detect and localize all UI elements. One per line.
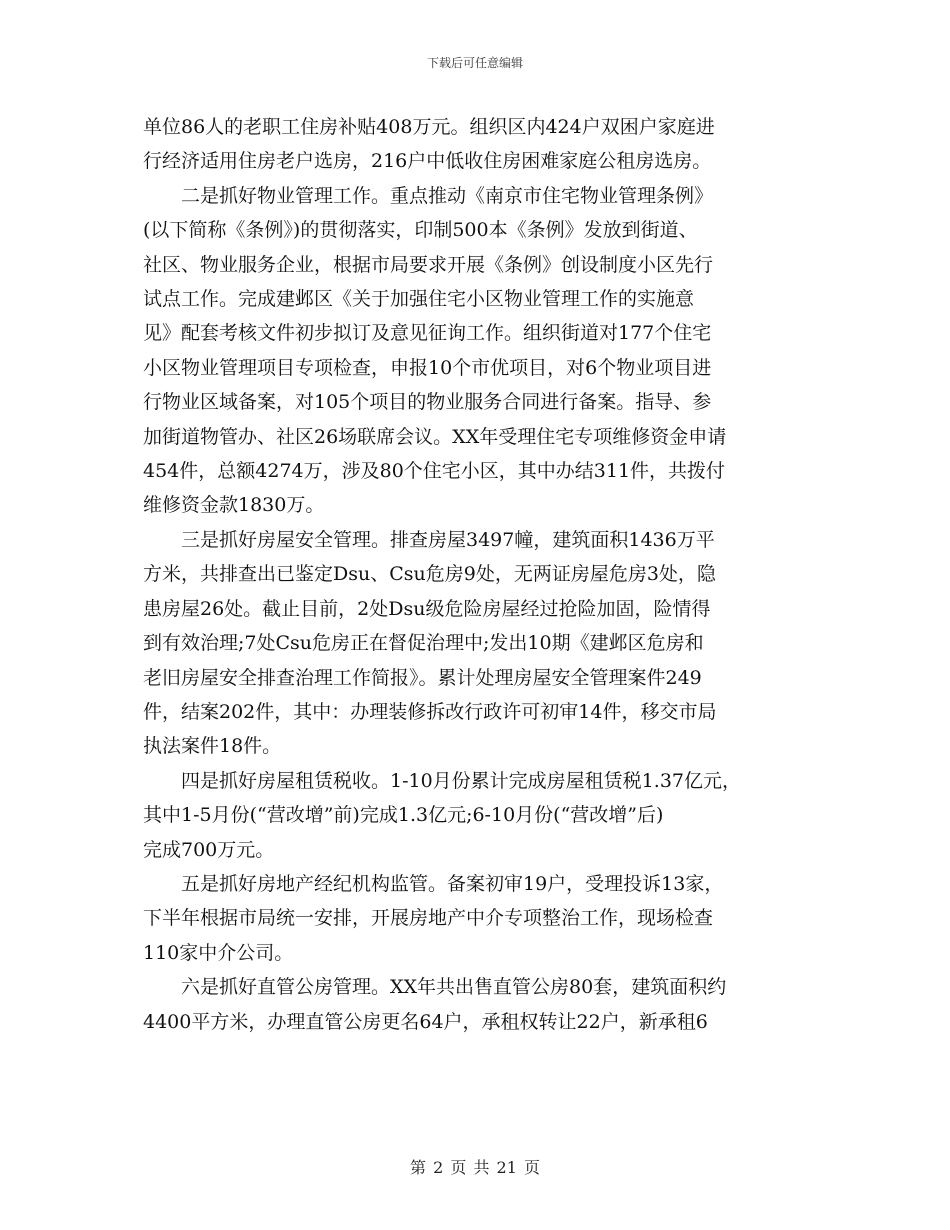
page-number-footer: 第 2 页 共 21 页: [410, 1158, 540, 1177]
paragraph: [143, 970, 803, 1039]
text-line: 执法案件18件。: [143, 735, 282, 758]
text-line: 其中1-5月份(“营改增”前)完成1.3亿元;6-10月份(“营改增”后): [143, 804, 664, 827]
text-line: 加街道物管办、社区26场联席会议。XX年受理住宅专项维修资金申请: [143, 425, 727, 448]
text-line: 试点工作。完成建邺区《关于加强住宅小区物业管理工作的实施意: [143, 288, 695, 311]
text-line: 小区物业管理项目专项检查，申报10个市优项目，对6个物业项目进: [143, 356, 712, 379]
text-line: 单位86人的老职工住房补贴408万元。组织区内424户双困户家庭进: [143, 116, 715, 138]
text-line: 下半年根据市局统一安排，开展房地产中介专项整治工作，现场检查: [143, 907, 714, 930]
text-line: 4400平方米，办理直管公房更名64户，承租权转让22户，新承租6: [143, 1010, 708, 1033]
paragraph: [143, 764, 803, 867]
paragraph: [143, 867, 803, 970]
text-line: 件，结案202件，其中：办理装修拆改行政许可初审14件，移交市局: [143, 700, 717, 723]
text-line: 老旧房屋安全排查治理工作简报》。累计处理房屋安全管理案件249: [143, 666, 702, 689]
text-line: 二是抓好物业管理工作。重点推动《南京市住宅物业管理条例》: [181, 184, 714, 207]
text-line: 见》配套考核文件初步拟订及意见征询工作。组织街道对177个住宅: [143, 322, 712, 345]
text-line: 110家中介公司。: [143, 941, 294, 964]
text-line: 四是抓好房屋租赁税收。1-10月份累计完成房屋租赁税1.37亿元，: [181, 769, 741, 792]
text-line: 维修资金款1830万。: [143, 494, 325, 517]
paragraph: [143, 523, 803, 764]
text-line: 到有效治理;7处Csu危房正在督促治理中;发出10期《建邺区危房和: [143, 632, 704, 655]
text-line: 454件，总额4274万，涉及80个住宅小区，其中办结311件，共拨付: [143, 460, 726, 483]
document-body: [143, 110, 803, 1039]
text-line: 六是抓好直管公房管理。XX年共出售直管公房80套，建筑面积约: [181, 976, 727, 999]
text-line: 社区、物业服务企业，根据市局要求开展《条例》创设制度小区先行: [143, 253, 714, 276]
text-line: 三是抓好房屋安全管理。排查房屋3497幢，建筑面积1436万平: [181, 528, 715, 551]
text-line: 行经济适用住房老户选房，216户中低收住房困难家庭公租房选房。: [143, 150, 712, 173]
paragraph: [143, 179, 803, 523]
text-line: 五是抓好房地产经纪机构监管。备案初审19户，受理投诉13家，: [181, 872, 724, 895]
text-line: 完成700万元。: [143, 838, 275, 861]
text-line: 患房屋26处。截止目前，2处Dsu级危险房屋经过抢险加固，险情得: [143, 597, 711, 620]
text-line: 行物业区域备案，对105个项目的物业服务合同进行备案。指导、参: [143, 391, 712, 414]
text-line: (以下简称《条例》)的贯彻落实，印制500本《条例》发放到街道、: [143, 219, 698, 242]
page-header-note: 下载后可任意编辑: [426, 56, 523, 70]
text-line: 方米，共排查出已鉴定Dsu、Csu危房9处，无两证房屋危房3处，隐: [143, 563, 716, 586]
paragraph: [143, 110, 803, 179]
